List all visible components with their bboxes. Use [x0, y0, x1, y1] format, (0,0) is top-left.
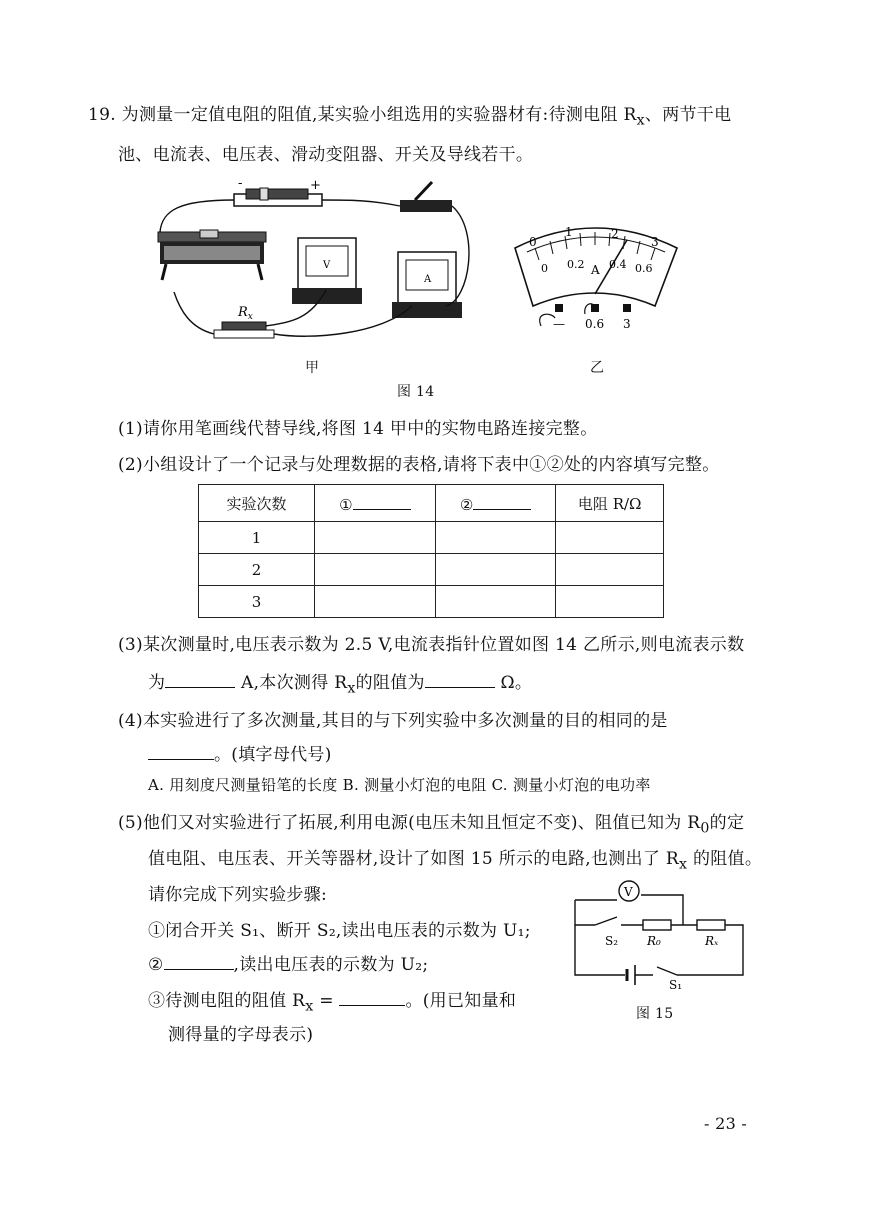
- fig15-r0: R₀: [647, 934, 661, 948]
- table-row: [199, 586, 664, 618]
- part5-step3-line2: 测得量的字母表示): [168, 1025, 314, 1045]
- part1-text: (1)请你用笔画线代替导线,将图 14 甲中的实物电路连接完整。: [118, 419, 598, 439]
- svg-text:A: A: [424, 274, 432, 285]
- part2-text: (2)小组设计了一个记录与处理数据的表格,请将下表中①②处的内容填写完整。: [118, 455, 720, 475]
- part5-line1: (5)他们又对实验进行了拓展,利用电源(电压未知且恒定不变)、阻值已知为 $R_0$的定: [118, 813, 745, 837]
- table-row: [199, 554, 664, 586]
- stem-text: 为测量一定值电阻的阻值,某实验小组选用的实验器材有:待测电阻 R: [121, 105, 637, 125]
- fig15-meter-label: V: [624, 885, 633, 899]
- fig15-s1: S₁: [669, 978, 683, 990]
- stem-sub: x: [636, 112, 645, 129]
- slide-rheostat: [158, 230, 266, 280]
- question-stem-line1: [88, 100, 731, 128]
- part4-line1: (4)本实验进行了多次测量,其目的与下列实验中多次测量的目的相同的是: [118, 711, 668, 731]
- dial-sub-04: 0.4: [609, 258, 627, 271]
- svg-text:V: V: [323, 260, 331, 271]
- fig14-yi-label: 乙: [590, 360, 605, 376]
- header-blank-2: ②: [435, 485, 556, 522]
- dial-label-1: 1: [565, 225, 573, 239]
- header-trial-count: 实验次数: [199, 485, 315, 522]
- part4-options: A. 用刻度尺测量铅笔的长度 B. 测量小灯泡的电阻 C. 测量小灯泡的电功率: [148, 776, 651, 794]
- dial-sub-02: 0.2: [567, 258, 585, 271]
- dial-label-3: 3: [651, 235, 659, 249]
- dial-label-0: 0: [529, 235, 537, 249]
- fig15-caption: 图 15: [636, 1006, 674, 1022]
- figure15-circuit: [565, 875, 755, 990]
- part3-line1: (3)某次测量时,电压表示数为 2.5 V,电流表指针位置如图 14 乙所示,则电流表示数: [118, 635, 745, 655]
- table-row: [199, 522, 664, 554]
- fig14-caption: 图 14: [397, 384, 435, 400]
- fig14-jia-label: 甲: [305, 360, 320, 376]
- part4-line2: 。(填字母代号): [148, 740, 332, 765]
- dial-sub-0: 0: [541, 262, 548, 275]
- part5-step1: ①闭合开关 S₁、断开 S₂,读出电压表的示数为 U₁;: [148, 921, 531, 941]
- header-blank-1: ①: [315, 485, 436, 522]
- question-stem-line2: 池、电流表、电压表、滑动变阻器、开关及导线若干。: [118, 145, 534, 165]
- part5-line3: 请你完成下列实验步骤:: [148, 885, 328, 905]
- ammeter-device: [392, 252, 462, 318]
- answer-blank-current[interactable]: [165, 671, 235, 688]
- data-table: [198, 484, 664, 618]
- question-number: 19.: [88, 105, 116, 125]
- terminal-neg: —: [553, 317, 565, 331]
- row-index: 1: [199, 522, 315, 554]
- part5-step3: ③待测电阻的阻值 $R_x$ = 。(用已知量和: [148, 991, 517, 1015]
- part3-line2: 为 A,本次测得 $R_x$的阻值为 Ω。: [148, 673, 533, 697]
- fig15-s2: S₂: [605, 934, 619, 948]
- dial-label-2: 2: [611, 227, 619, 241]
- stem-tail: 、两节干电: [644, 105, 732, 125]
- part5-line2: 值电阻、电压表、开关等器材,设计了如图 15 所示的电路,也测出了 $R_x$ 的阻值。: [148, 849, 763, 873]
- answer-blank-formula[interactable]: [339, 989, 405, 1006]
- fig15-rx: Rₓ: [705, 934, 719, 948]
- voltmeter-device: [292, 238, 362, 304]
- dial-sub-06: 0.6: [635, 262, 653, 275]
- battery-pack: [234, 176, 322, 206]
- terminal-06: 0.6: [585, 317, 605, 331]
- answer-blank-option[interactable]: [148, 743, 214, 760]
- row-index: 3: [199, 586, 315, 618]
- terminal-3: 3: [623, 317, 631, 331]
- part5-step2: ② ,读出电压表的示数为 U₂;: [148, 955, 429, 975]
- svg-text:+: +: [310, 178, 321, 193]
- resistor-rx: [214, 322, 274, 338]
- knife-switch: [400, 182, 452, 212]
- table-header-row: [199, 485, 664, 522]
- answer-blank-resistance[interactable]: [425, 671, 495, 688]
- row-index: 2: [199, 554, 315, 586]
- page-number: - 23 -: [704, 1114, 748, 1133]
- dial-unit: A: [591, 263, 600, 277]
- svg-text:-: -: [238, 176, 243, 191]
- figure14-jia-circuit: [150, 170, 470, 370]
- rx-label: $R_x$: [238, 305, 253, 322]
- header-resistance: 电阻 R/Ω: [556, 485, 664, 522]
- figure14-yi-ammeter-dial: [505, 208, 685, 338]
- answer-blank-step2[interactable]: [164, 953, 234, 970]
